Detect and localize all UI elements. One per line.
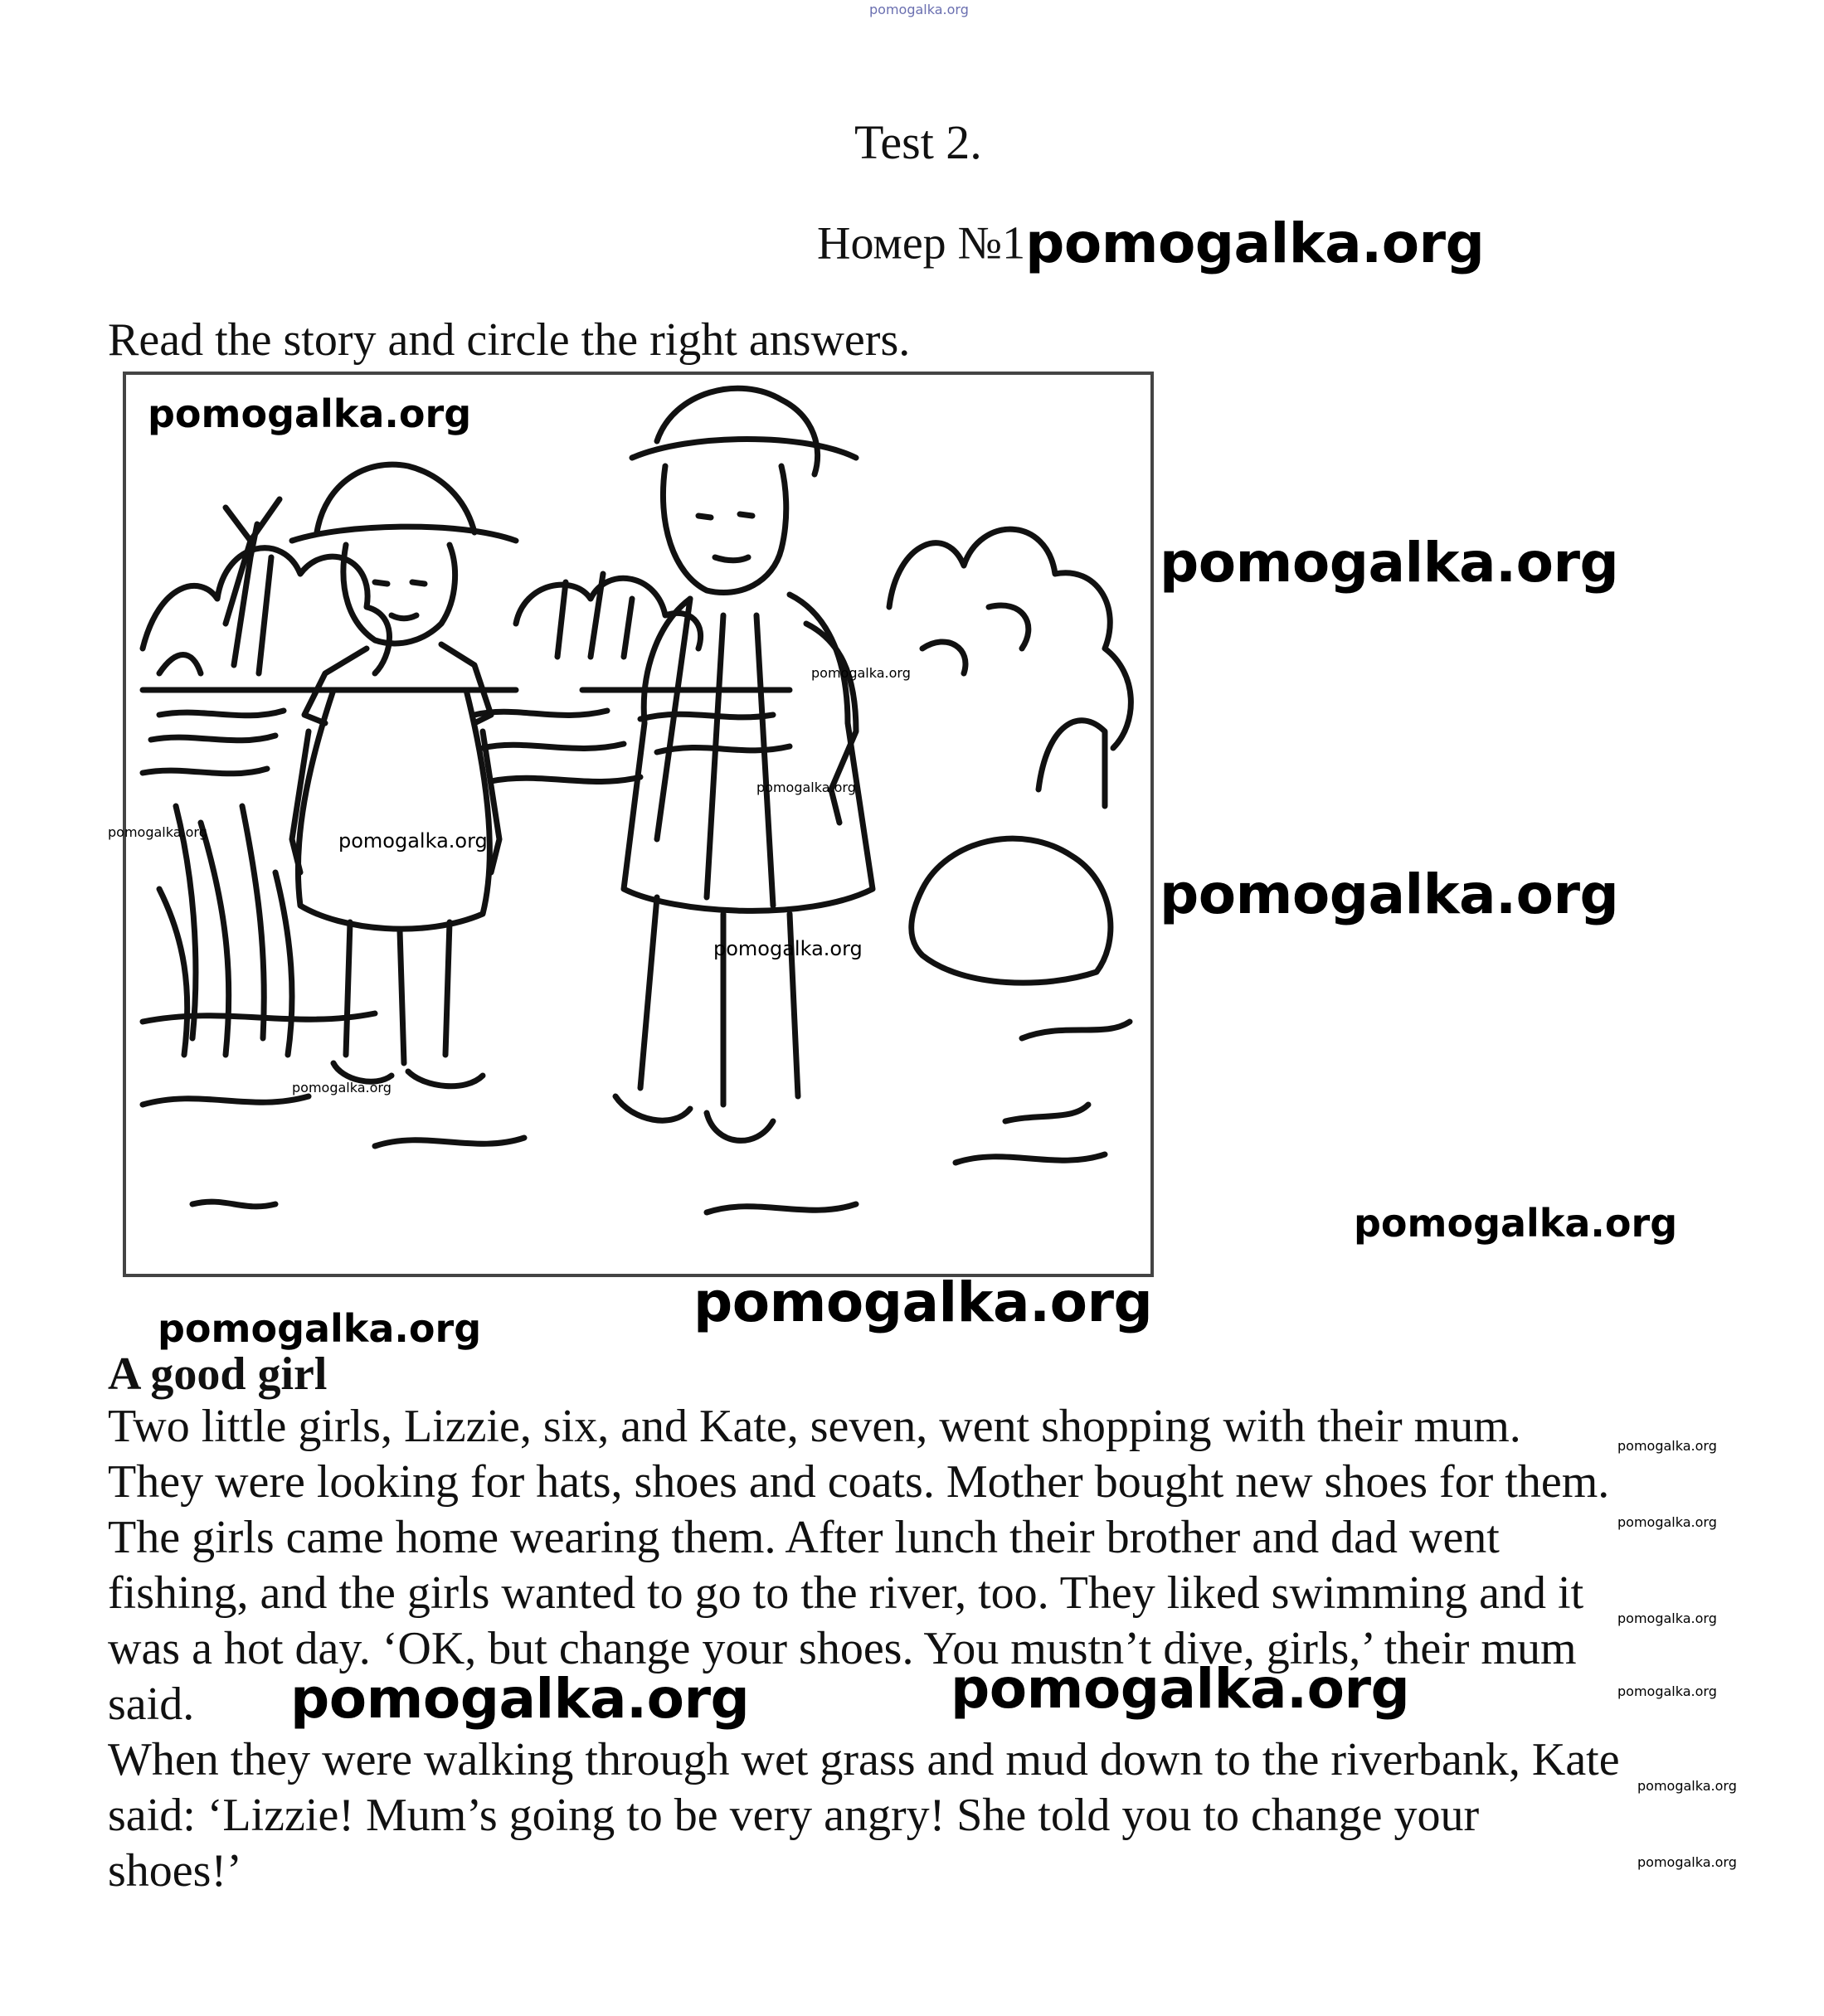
- illustration-watermark-ground: pomogalka.org: [292, 1080, 392, 1095]
- small-watermark-4: pomogalka.org: [1617, 1683, 1717, 1699]
- story-illustration: [123, 372, 1154, 1277]
- story-line-4: fishing, and the girls wanted to go to the river, too. They liked swimming and it: [108, 1567, 1584, 1619]
- instruction: Read the story and circle the right answers.: [108, 314, 911, 366]
- watermark-below-center: pomogalka.org: [693, 1270, 1153, 1334]
- illustration-watermark-right-girl: pomogalka.org: [713, 937, 863, 960]
- number-watermark: pomogalka.org: [1025, 211, 1485, 275]
- number-label: Номер №1: [817, 217, 1026, 270]
- small-watermark-3: pomogalka.org: [1617, 1610, 1717, 1626]
- illustration-watermark-left-girl: pomogalka.org: [338, 829, 488, 853]
- story-line-3: The girls came home wearing them. After lunch their brother and dad went: [108, 1512, 1500, 1563]
- story-line-8: said: ‘Lizzie! Mum’s going to be very angry! She told you to change your: [108, 1790, 1480, 1841]
- small-watermark-5: pomogalka.org: [1637, 1778, 1737, 1794]
- story-line-9: shoes!’: [108, 1845, 242, 1897]
- illustration-watermark-dress: pomogalka.org: [811, 665, 911, 681]
- watermark-right-middle: pomogalka.org: [1160, 862, 1619, 926]
- illustration-watermark-top-left: pomogalka.org: [148, 391, 472, 436]
- girls-by-river-drawing: [126, 375, 1150, 1274]
- watermark-below-left: pomogalka.org: [158, 1306, 482, 1351]
- story-line-2: They were looking for hats, shoes and coats. Mother bought new shoes for them.: [108, 1456, 1610, 1508]
- small-watermark-1: pomogalka.org: [1617, 1438, 1717, 1454]
- illustration-watermark-skirt: pomogalka.org: [756, 780, 856, 795]
- story-line-6: said.: [108, 1678, 195, 1730]
- test-title: Test 2.: [854, 115, 982, 169]
- top-watermark: pomogalka.org: [869, 2, 969, 17]
- watermark-story-left: pomogalka.org: [290, 1667, 750, 1731]
- watermark-right-lower: pomogalka.org: [1354, 1201, 1678, 1246]
- watermark-left-edge: pomogalka.org: [108, 824, 207, 840]
- story-line-7: When they were walking through wet grass and mud down to the riverbank, Kate: [108, 1734, 1620, 1785]
- story-line-1: Two little girls, Lizzie, six, and Kate, seven, went shopping with their mum.: [108, 1401, 1521, 1452]
- watermark-right-upper: pomogalka.org: [1160, 531, 1619, 595]
- watermark-story-right: pomogalka.org: [951, 1657, 1410, 1721]
- story-line-5: was a hot day. ‘OK, but change your shoes. You mustn’t dive, girls,’ their mum: [108, 1623, 1577, 1674]
- small-watermark-6: pomogalka.org: [1637, 1854, 1737, 1870]
- number-heading: [817, 211, 1484, 275]
- small-watermark-2: pomogalka.org: [1617, 1514, 1717, 1530]
- story-title: A good girl: [108, 1348, 328, 1400]
